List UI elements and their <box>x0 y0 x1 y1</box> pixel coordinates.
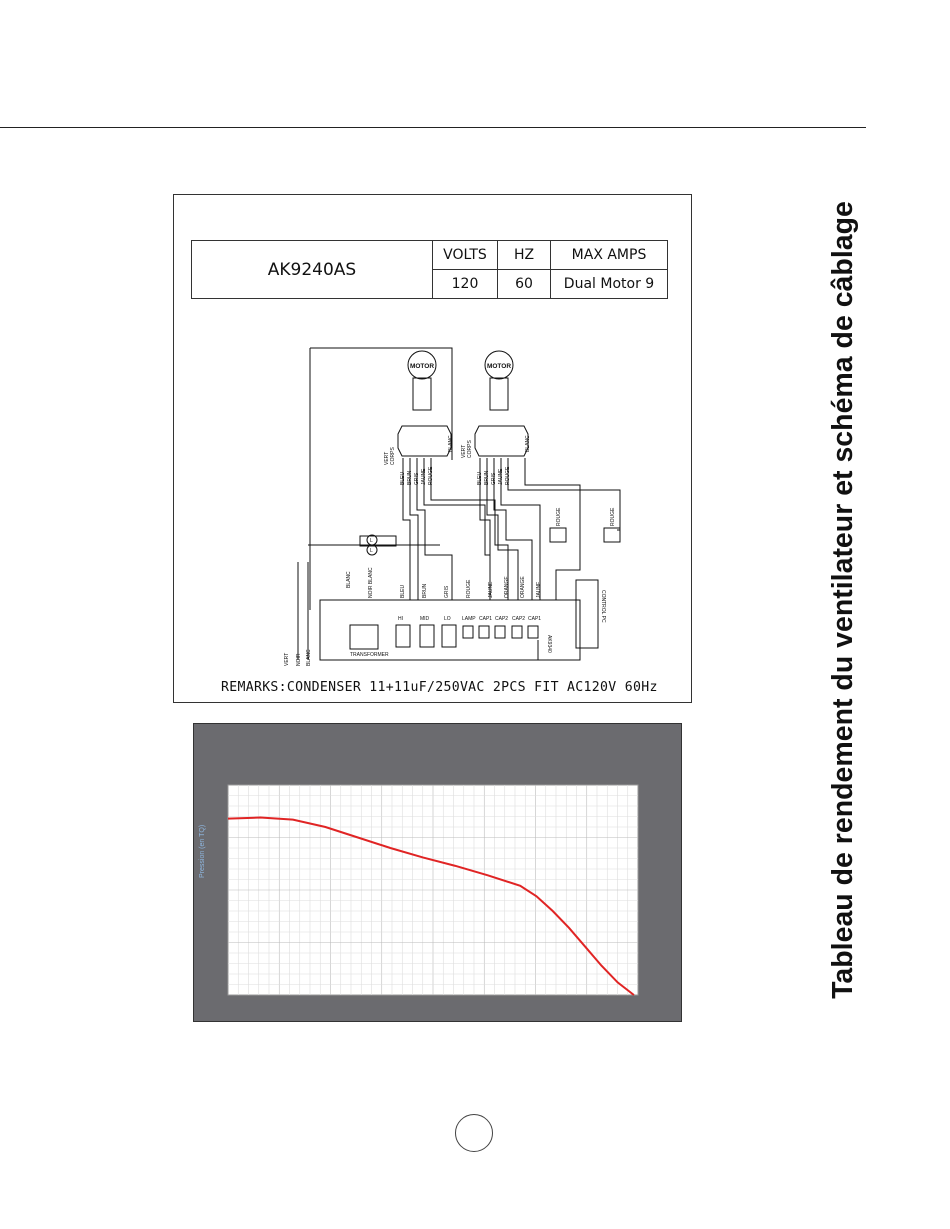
motor-wire-bleu: BLEU <box>400 471 406 485</box>
motor2-wire-jaune: JAUNE <box>498 468 504 485</box>
value-max-amps: Dual Motor 9 <box>551 270 668 299</box>
transformer-label: TRANSFORMER <box>350 652 389 658</box>
control-pc-label: CONTROL PC <box>600 590 606 623</box>
vert-label-2: VERT <box>461 444 467 458</box>
motor-wire-gris: GRIS <box>414 472 420 485</box>
cap-rouge-1: ROUGE <box>556 507 562 526</box>
terminal-cap2-a: CAP2 <box>495 616 509 622</box>
motor-1-label: MOTOR <box>409 363 435 370</box>
terminal-cap1-b: CAP1 <box>528 616 542 622</box>
wire-brun: BRUN <box>422 583 428 598</box>
motor2-wire-brun: BRUN <box>484 470 490 485</box>
terminal-cap2-b: CAP2 <box>512 616 526 622</box>
left-wire-blanc: BLANC <box>306 649 312 666</box>
wire-rouge: ROUGE <box>466 579 472 598</box>
page-title: Tableau de rendement du ventilateur et schéma de câblage <box>827 201 859 999</box>
motor-2-label: MOTOR <box>486 363 512 370</box>
left-wire-vert: VERT <box>284 652 290 666</box>
header-volts: VOLTS <box>433 241 498 270</box>
motor2-wire-bleu: BLEU <box>477 471 483 485</box>
motor-wire-rouge: ROUGE <box>428 466 434 485</box>
wire-orange-b: ORANGE <box>520 576 526 598</box>
terminal-cap1: CAP1 <box>479 616 493 622</box>
page-number-circle <box>455 1114 493 1152</box>
blanc-label-1: BLANC <box>448 435 454 452</box>
motor2-wire-rouge: ROUGE <box>505 466 511 485</box>
wire-orange-a: ORANGE <box>504 576 510 598</box>
remarks-text: REMARKS:CONDENSER 11+11uF/250VAC 2PCS FIT AC120V 60Hz <box>221 680 658 695</box>
motor2-wire-gris: GRIS <box>491 472 497 485</box>
header-max-amps: MAX AMPS <box>551 241 668 270</box>
wire-jaune: JAUNE <box>488 581 494 598</box>
header-rule <box>0 127 866 128</box>
model-number: AK9240AS <box>192 241 433 299</box>
left-wire-noir: NOIR <box>296 653 302 666</box>
vert-label: VERT <box>384 451 390 465</box>
header-hz: HZ <box>498 241 551 270</box>
corps-label-2: CORPS <box>467 440 473 458</box>
board-label: AK9340 <box>546 635 552 653</box>
blanc-label-2: BLANC <box>525 435 531 452</box>
lamp-symbol-1: L <box>370 538 373 544</box>
motor-wire-brun: BRUN <box>407 470 413 485</box>
wire-bleu: BLEU <box>400 584 406 598</box>
spec-table <box>191 240 668 299</box>
corps-label: CORPS <box>390 447 396 465</box>
cap-rouge-2: ROUGE <box>610 507 616 526</box>
wire-gris: GRIS <box>444 585 450 598</box>
value-volts: 120 <box>433 270 498 299</box>
value-hz: 60 <box>498 270 551 299</box>
wiring-schematic <box>280 340 640 670</box>
performance-chart <box>193 723 682 1022</box>
wire-jaune-b: JAUNE <box>536 581 542 598</box>
terminal-hi: HI <box>398 616 403 622</box>
chart-y-axis-label: Pression (en TQ) <box>199 824 206 878</box>
wire-blanc: BLANC <box>346 571 352 588</box>
terminal-mid: MID <box>420 616 430 622</box>
motor-wire-jaune: JAUNE <box>421 468 427 485</box>
terminal-lamp: LAMP <box>462 616 476 622</box>
lamp-symbol-2: L <box>370 548 373 554</box>
terminal-lo: LO <box>444 616 451 622</box>
wire-noir-blanc: NOIR BLANC <box>368 567 374 598</box>
